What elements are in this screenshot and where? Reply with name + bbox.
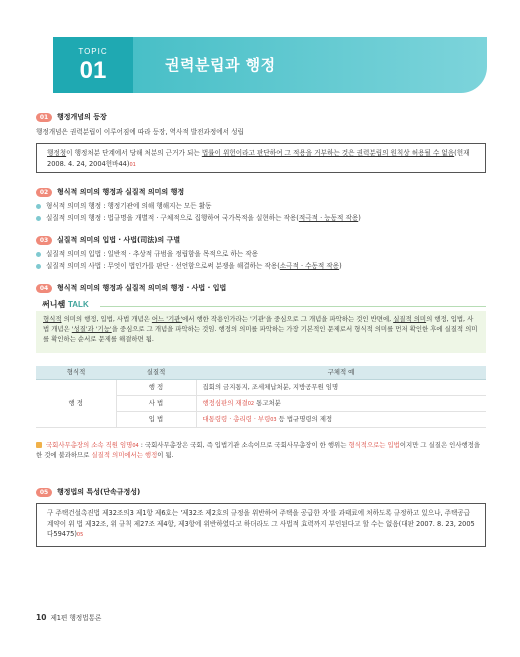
- page-title: 권력분립과 행정: [165, 55, 276, 74]
- table-header: 구체적 예: [196, 366, 486, 379]
- bullet-dot: [36, 252, 41, 257]
- section-3-bullet-2-pre: 실질적 의미의 사법 : 무엇이 법인가를 판단 · 선언함으로써 분쟁을 해결하는 작용(: [46, 262, 280, 270]
- box-1-part-2: 이 행정처분 단계에서 당해 처분의 근거가 되는: [66, 149, 202, 157]
- example-ref: 03: [270, 416, 277, 423]
- section-4-title: 형식적 의미의 행정과 실질적 의미의 행정 · 사법 · 입법: [57, 284, 227, 292]
- note-part-5: 실질적 의미에서는 행정: [91, 451, 158, 460]
- table-kind-cell: 행 정: [36, 379, 116, 427]
- table-header-row: [36, 366, 486, 379]
- section-3-bullet-2-post: ): [339, 262, 342, 270]
- box-1-part-4: (헌재 2008. 4. 24, 2004헌바44): [47, 149, 470, 168]
- section-5-box: [36, 503, 486, 547]
- talk-part-8: 을 중심으로 그 개념을 파악하는 것임. 행정의 의미를 파악하는 가장 기본적인 문제로서 형식적 의미를 먼저 확인한 후에 실질적 의미를 확인하는 순서로 문제를 해결하면 됨.: [43, 324, 478, 343]
- section-3-badge: 03: [36, 236, 52, 245]
- note-icon: [36, 442, 42, 448]
- talk-box: [36, 311, 486, 353]
- section-2-bullet-2-underlined: 적극적 · 능동적 작용: [298, 214, 359, 222]
- topic-number: 01: [79, 57, 107, 85]
- note-part-6: 이 됨.: [157, 451, 174, 460]
- talk-part-1: 형식적: [43, 315, 62, 323]
- page-footer: [36, 613, 101, 623]
- table-sub-cell: 행 정: [116, 379, 196, 395]
- section-3-bullet-2: [36, 262, 486, 271]
- section-3-bullet-2-underlined: 소극적 · 수동적 작용: [279, 262, 340, 270]
- section-1-heading: [36, 113, 107, 122]
- page-number: 10: [36, 613, 47, 622]
- example-rest: 통고처분: [254, 398, 281, 407]
- topic-header: [53, 37, 487, 93]
- note-ref: 04: [132, 443, 139, 449]
- topic-label: TOPIC: [78, 46, 108, 56]
- title-bar: [133, 37, 487, 93]
- talk-part-3: 어느 '기관': [151, 315, 183, 323]
- talk-divider: [100, 306, 486, 307]
- section-2-heading: [36, 188, 184, 197]
- section-3-bullet-1: [36, 250, 486, 259]
- note-part-2: : 국회사무총장은 국회, 즉 입법기관 소속이므로 국회사무총장이 한 행위는: [138, 441, 349, 449]
- section-1-title: 행정개념의 등장: [57, 113, 107, 121]
- table-example-cell: [196, 379, 486, 395]
- section-5-heading: [36, 488, 140, 497]
- part-label: 제1편 행정법통론: [50, 614, 102, 622]
- talk-heading: [42, 300, 89, 311]
- example-highlight: 행정심판의 재결: [202, 398, 248, 407]
- section-4-badge: 04: [36, 284, 52, 293]
- section-5-box-text: 구 주택건설촉진법 제32조의3 제1항 제6호는 '제32조 제2호의 규정을 위반하여 주택을 공급한 자'를 과태료에 처하도록 규정하고 있으나, 주택공급계약이 위 법 제32조, 위 규칙 제27조 제4항, 제3항에 위반하였다고 하더라도 그 사법적 효력까지 부인된다고 할 수는 없음(대판 2007. 8. 23, 2005다59475): [47, 509, 475, 539]
- talk-part-5: 실질적 의미: [393, 315, 427, 323]
- section-2-badge: 02: [36, 188, 52, 197]
- example-text: 집회의 금지통지, 조세체납처분, 지방공무원 임명: [202, 382, 339, 391]
- section-5-badge: 05: [36, 488, 52, 497]
- section-1-box: [36, 143, 486, 173]
- section-5-box-ref: 05: [76, 532, 84, 539]
- table-sub-cell: 입 법: [116, 411, 196, 427]
- note-part-1: 국회사무총장의 소속 직원 임명: [46, 441, 133, 449]
- section-2-bullet-1: [36, 202, 486, 211]
- talk-word: TALK: [67, 300, 89, 309]
- section-2-title: 형식적 의미의 행정과 실질적 의미의 행정: [57, 188, 185, 196]
- talk-part-4: 에서 행한 작용인가라는 '기관'을 중심으로 그 개념을 파악하는 것인 반면에,: [182, 315, 394, 323]
- talk-part-7: '성질'과 '기능': [71, 324, 112, 333]
- section-2-bullet-2-post: ): [358, 214, 361, 222]
- box-1-part-3: 법률이 위헌이라고 판단하여 그 적용을 거부하는 것은 권력분립의 원칙상 허용될 수 없음: [201, 149, 455, 157]
- section-5-title: 행정법의 특성(단속규정성): [57, 488, 141, 496]
- note-part-4: 이지만 그 실질은 인사행정을 한 것에 불과하므로: [36, 441, 481, 460]
- note-block: [36, 440, 486, 461]
- table-example-cell: [196, 395, 486, 411]
- bullet-dot: [36, 264, 41, 269]
- section-3-bullet-1-text: 실질적 의미의 입법 : 일반적 · 추상적 규범을 정립함을 목적으로 하는 작용: [46, 250, 259, 258]
- table-header: 형식적: [36, 366, 116, 379]
- section-2-bullet-2-pre: 실질적 의미의 행정 : 법규명을 개별적 · 구체적으로 집행하여 국가목적을 실현하는 작용(: [46, 214, 299, 222]
- talk-prefix: 써니쌤: [42, 300, 66, 309]
- section-2-bullet-2: [36, 214, 486, 223]
- section-3-title: 실질적 의미의 입법 · 사법(司法)의 구별: [57, 236, 181, 244]
- example-ref: 02: [247, 400, 255, 407]
- example-highlight: 대통령령 · 총리령 · 부령: [202, 414, 271, 423]
- section-1-badge: 01: [36, 113, 52, 122]
- section-1-text: 행정개념은 권력분립이 이루어짐에 따라 등장, 역사적 발전과정에서 성립: [36, 128, 244, 136]
- table-example-cell: [196, 411, 486, 427]
- box-1-ref: 01: [129, 161, 136, 168]
- classification-table: [36, 366, 486, 428]
- section-2-bullet-1-text: 형식적 의미의 행정 : 행정기관에 의해 행해지는 모든 활동: [46, 202, 212, 210]
- section-4-heading: [36, 284, 226, 293]
- bullet-dot: [36, 204, 41, 209]
- box-1-part-1: 행정청: [47, 149, 67, 157]
- talk-part-6: 의 행정, 입법, 사법 개념은: [43, 315, 474, 333]
- table-row: [36, 379, 486, 395]
- table-sub-cell: 사 법: [116, 395, 196, 411]
- topic-box: [53, 37, 133, 93]
- table-header: 실질적: [116, 366, 196, 379]
- example-rest: 등 법규명령의 제정: [276, 414, 333, 423]
- section-3-heading: [36, 236, 180, 245]
- bullet-dot: [36, 216, 41, 221]
- note-part-3: 형식적으로는 입법: [348, 441, 400, 449]
- talk-part-2: 의미의 행정, 입법, 사법 개념은: [61, 315, 152, 323]
